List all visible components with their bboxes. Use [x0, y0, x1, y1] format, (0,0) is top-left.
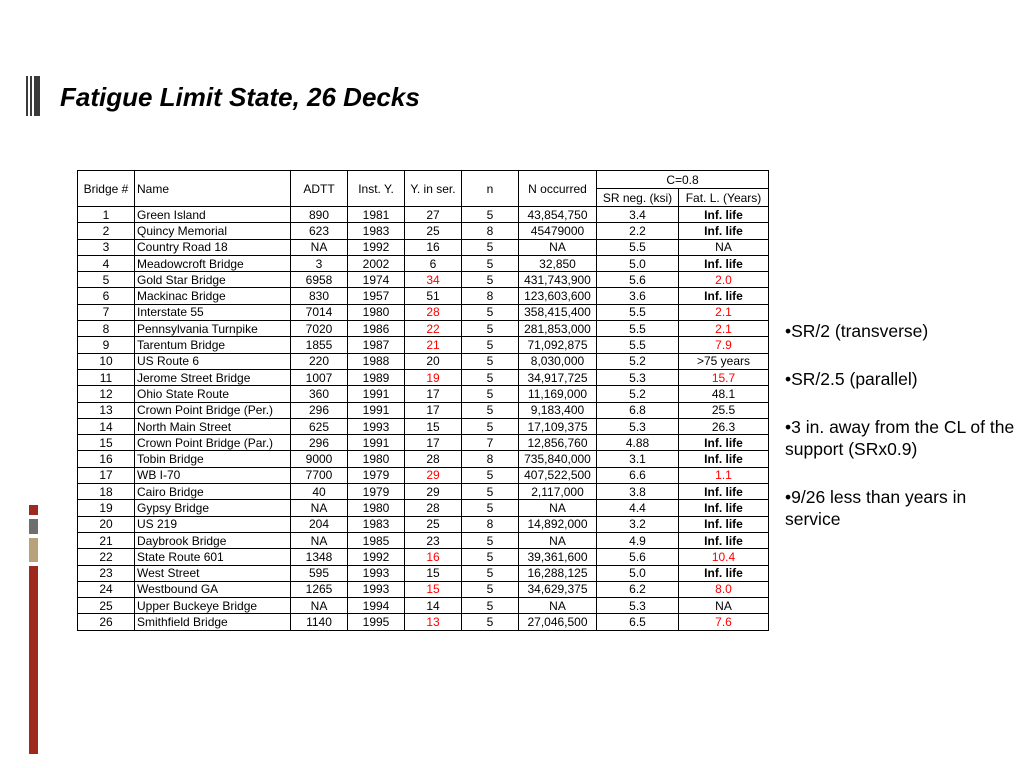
cell-name: Gold Star Bridge [135, 272, 291, 288]
cell-inst-y: 1979 [348, 484, 405, 500]
cell-fat-life: Inf. life [679, 500, 769, 516]
table-row [78, 239, 769, 255]
cell-sr-neg: 5.6 [597, 272, 679, 288]
header-fat-l: Fat. L. (Years) [679, 189, 769, 207]
decorative-bar-gray [29, 519, 38, 534]
cell-adtt: 7014 [291, 304, 348, 320]
cell-bridge-no: 20 [78, 516, 135, 532]
cell-fat-life: Inf. life [679, 451, 769, 467]
note-item: •3 in. away from the CL of the support (SRx0.9) [785, 417, 1015, 459]
cell-name: Country Road 18 [135, 239, 291, 255]
cell-y-in-ser: 51 [405, 288, 462, 304]
cell-sr-neg: 3.4 [597, 207, 679, 223]
cell-inst-y: 1987 [348, 337, 405, 353]
cell-name: Crown Point Bridge (Per.) [135, 402, 291, 418]
cell-sr-neg: 5.5 [597, 239, 679, 255]
cell-name: Jerome Street Bridge [135, 369, 291, 385]
cell-n-occurred: 27,046,500 [519, 614, 597, 630]
cell-fat-life: Inf. life [679, 484, 769, 500]
cell-y-in-ser: 27 [405, 207, 462, 223]
header-y-in-ser: Y. in ser. [405, 171, 462, 207]
table-row [78, 451, 769, 467]
cell-bridge-no: 16 [78, 451, 135, 467]
cell-name: US Route 6 [135, 353, 291, 369]
cell-n: 5 [462, 532, 519, 548]
cell-adtt: 623 [291, 223, 348, 239]
cell-inst-y: 2002 [348, 255, 405, 271]
cell-name: Mackinac Bridge [135, 288, 291, 304]
header-inst-y: Inst. Y. [348, 171, 405, 207]
cell-n: 5 [462, 386, 519, 402]
cell-sr-neg: 3.6 [597, 288, 679, 304]
cell-bridge-no: 14 [78, 418, 135, 434]
cell-adtt: 360 [291, 386, 348, 402]
cell-name: State Route 601 [135, 549, 291, 565]
cell-y-in-ser: 6 [405, 255, 462, 271]
cell-y-in-ser: 21 [405, 337, 462, 353]
cell-sr-neg: 5.0 [597, 255, 679, 271]
cell-adtt: 9000 [291, 451, 348, 467]
note-item: •SR/2.5 (parallel) [785, 369, 918, 389]
header-bridge-no: Bridge # [78, 171, 135, 207]
cell-n-occurred: 16,288,125 [519, 565, 597, 581]
cell-sr-neg: 4.4 [597, 500, 679, 516]
cell-fat-life: Inf. life [679, 223, 769, 239]
cell-n-occurred: 2,117,000 [519, 484, 597, 500]
cell-n-occurred: NA [519, 239, 597, 255]
cell-n: 5 [462, 467, 519, 483]
cell-n-occurred: 34,629,375 [519, 581, 597, 597]
cell-bridge-no: 13 [78, 402, 135, 418]
cell-sr-neg: 4.88 [597, 435, 679, 451]
cell-inst-y: 1993 [348, 565, 405, 581]
cell-n-occurred: 14,892,000 [519, 516, 597, 532]
header-name: Name [135, 171, 291, 207]
cell-y-in-ser: 22 [405, 321, 462, 337]
table-row [78, 598, 769, 614]
cell-adtt: 40 [291, 484, 348, 500]
cell-inst-y: 1992 [348, 239, 405, 255]
table-row [78, 484, 769, 500]
cell-y-in-ser: 14 [405, 598, 462, 614]
title-decoration [26, 76, 40, 116]
cell-inst-y: 1957 [348, 288, 405, 304]
cell-bridge-no: 6 [78, 288, 135, 304]
cell-inst-y: 1989 [348, 369, 405, 385]
cell-bridge-no: 10 [78, 353, 135, 369]
cell-inst-y: 1993 [348, 581, 405, 597]
cell-inst-y: 1993 [348, 418, 405, 434]
cell-n: 5 [462, 402, 519, 418]
cell-adtt: 296 [291, 435, 348, 451]
table-row [78, 321, 769, 337]
cell-n: 5 [462, 484, 519, 500]
cell-n: 5 [462, 239, 519, 255]
cell-bridge-no: 18 [78, 484, 135, 500]
cell-name: West Street [135, 565, 291, 581]
cell-n-occurred: 281,853,000 [519, 321, 597, 337]
cell-fat-life: 48.1 [679, 386, 769, 402]
cell-sr-neg: 5.2 [597, 353, 679, 369]
table-row [78, 418, 769, 434]
cell-n: 5 [462, 369, 519, 385]
cell-adtt: 1348 [291, 549, 348, 565]
cell-fat-life: Inf. life [679, 255, 769, 271]
cell-bridge-no: 17 [78, 467, 135, 483]
table-row [78, 516, 769, 532]
cell-bridge-no: 21 [78, 532, 135, 548]
cell-adtt: 3 [291, 255, 348, 271]
cell-adtt: 220 [291, 353, 348, 369]
table-row [78, 304, 769, 320]
cell-sr-neg: 3.2 [597, 516, 679, 532]
cell-n: 5 [462, 614, 519, 630]
cell-n: 5 [462, 255, 519, 271]
cell-bridge-no: 7 [78, 304, 135, 320]
cell-bridge-no: 26 [78, 614, 135, 630]
cell-y-in-ser: 28 [405, 500, 462, 516]
cell-adtt: 204 [291, 516, 348, 532]
decorative-bar-red [29, 566, 38, 754]
cell-n: 5 [462, 272, 519, 288]
table-row [78, 549, 769, 565]
cell-sr-neg: 5.2 [597, 386, 679, 402]
cell-n-occurred: 735,840,000 [519, 451, 597, 467]
cell-y-in-ser: 23 [405, 532, 462, 548]
cell-sr-neg: 4.9 [597, 532, 679, 548]
cell-name: Gypsy Bridge [135, 500, 291, 516]
table-row [78, 467, 769, 483]
cell-adtt: NA [291, 500, 348, 516]
cell-inst-y: 1986 [348, 321, 405, 337]
cell-n: 8 [462, 288, 519, 304]
cell-bridge-no: 19 [78, 500, 135, 516]
cell-y-in-ser: 29 [405, 467, 462, 483]
cell-inst-y: 1991 [348, 435, 405, 451]
table-row [78, 614, 769, 630]
cell-y-in-ser: 20 [405, 353, 462, 369]
cell-inst-y: 1994 [348, 598, 405, 614]
cell-y-in-ser: 28 [405, 451, 462, 467]
cell-bridge-no: 23 [78, 565, 135, 581]
cell-inst-y: 1995 [348, 614, 405, 630]
cell-n-occurred: 8,030,000 [519, 353, 597, 369]
table-row [78, 402, 769, 418]
cell-name: Quincy Memorial [135, 223, 291, 239]
header-n-occurred: N occurred [519, 171, 597, 207]
cell-n-occurred: NA [519, 598, 597, 614]
page-title: Fatigue Limit State, 26 Decks [60, 82, 420, 112]
cell-fat-life: 2.1 [679, 304, 769, 320]
cell-name: Ohio State Route [135, 386, 291, 402]
table-row [78, 207, 769, 223]
cell-adtt: 1140 [291, 614, 348, 630]
cell-n-occurred: 32,850 [519, 255, 597, 271]
cell-inst-y: 1991 [348, 386, 405, 402]
cell-y-in-ser: 25 [405, 223, 462, 239]
cell-name: Upper Buckeye Bridge [135, 598, 291, 614]
cell-inst-y: 1988 [348, 353, 405, 369]
cell-y-in-ser: 34 [405, 272, 462, 288]
cell-n: 5 [462, 549, 519, 565]
cell-bridge-no: 5 [78, 272, 135, 288]
cell-name: Green Island [135, 207, 291, 223]
cell-fat-life: 7.6 [679, 614, 769, 630]
cell-sr-neg: 5.3 [597, 598, 679, 614]
cell-sr-neg: 5.5 [597, 304, 679, 320]
cell-adtt: 1007 [291, 369, 348, 385]
cell-adtt: 830 [291, 288, 348, 304]
cell-y-in-ser: 15 [405, 565, 462, 581]
table-row [78, 581, 769, 597]
header-group-c: C=0.8 [597, 171, 769, 189]
cell-n: 8 [462, 223, 519, 239]
cell-y-in-ser: 16 [405, 549, 462, 565]
cell-sr-neg: 5.3 [597, 418, 679, 434]
cell-adtt: 595 [291, 565, 348, 581]
cell-n-occurred: NA [519, 500, 597, 516]
cell-n: 8 [462, 516, 519, 532]
cell-n: 5 [462, 500, 519, 516]
cell-fat-life: NA [679, 598, 769, 614]
cell-inst-y: 1980 [348, 451, 405, 467]
cell-n-occurred: 407,522,500 [519, 467, 597, 483]
cell-name: Pennsylvania Turnpike [135, 321, 291, 337]
cell-bridge-no: 24 [78, 581, 135, 597]
cell-fat-life: NA [679, 239, 769, 255]
cell-n: 5 [462, 581, 519, 597]
cell-adtt: 296 [291, 402, 348, 418]
cell-name: WB I-70 [135, 467, 291, 483]
cell-fat-life: 26.3 [679, 418, 769, 434]
cell-n: 8 [462, 451, 519, 467]
cell-y-in-ser: 17 [405, 386, 462, 402]
cell-n-occurred: 123,603,600 [519, 288, 597, 304]
cell-y-in-ser: 29 [405, 484, 462, 500]
cell-bridge-no: 22 [78, 549, 135, 565]
table-row [78, 369, 769, 385]
cell-name: Smithfield Bridge [135, 614, 291, 630]
header-n: n [462, 171, 519, 207]
cell-n: 5 [462, 321, 519, 337]
cell-adtt: NA [291, 598, 348, 614]
cell-fat-life: 1.1 [679, 467, 769, 483]
cell-adtt: 890 [291, 207, 348, 223]
cell-inst-y: 1974 [348, 272, 405, 288]
table-row [78, 500, 769, 516]
cell-n-occurred: 43,854,750 [519, 207, 597, 223]
cell-n: 5 [462, 207, 519, 223]
cell-fat-life: Inf. life [679, 207, 769, 223]
cell-n: 7 [462, 435, 519, 451]
cell-fat-life: 2.1 [679, 321, 769, 337]
cell-fat-life: Inf. life [679, 435, 769, 451]
cell-adtt: NA [291, 532, 348, 548]
table-row [78, 223, 769, 239]
cell-adtt: NA [291, 239, 348, 255]
cell-n: 5 [462, 565, 519, 581]
cell-n-occurred: NA [519, 532, 597, 548]
cell-inst-y: 1985 [348, 532, 405, 548]
decorative-bar-tan [29, 538, 38, 562]
cell-name: Tobin Bridge [135, 451, 291, 467]
table-row [78, 565, 769, 581]
cell-y-in-ser: 17 [405, 435, 462, 451]
cell-name: US 219 [135, 516, 291, 532]
note-item: •SR/2 (transverse) [785, 321, 929, 341]
cell-n-occurred: 12,856,760 [519, 435, 597, 451]
cell-y-in-ser: 15 [405, 418, 462, 434]
cell-n-occurred: 9,183,400 [519, 402, 597, 418]
cell-n-occurred: 431,743,900 [519, 272, 597, 288]
cell-adtt: 7020 [291, 321, 348, 337]
cell-name: Interstate 55 [135, 304, 291, 320]
cell-y-in-ser: 25 [405, 516, 462, 532]
cell-fat-life: Inf. life [679, 516, 769, 532]
cell-y-in-ser: 17 [405, 402, 462, 418]
cell-name: Cairo Bridge [135, 484, 291, 500]
cell-adtt: 6958 [291, 272, 348, 288]
cell-fat-life: Inf. life [679, 565, 769, 581]
cell-bridge-no: 12 [78, 386, 135, 402]
cell-n: 5 [462, 418, 519, 434]
cell-y-in-ser: 28 [405, 304, 462, 320]
cell-inst-y: 1992 [348, 549, 405, 565]
cell-bridge-no: 2 [78, 223, 135, 239]
table-row [78, 532, 769, 548]
cell-fat-life: Inf. life [679, 288, 769, 304]
cell-sr-neg: 3.8 [597, 484, 679, 500]
cell-bridge-no: 8 [78, 321, 135, 337]
cell-sr-neg: 5.5 [597, 337, 679, 353]
cell-name: Crown Point Bridge (Par.) [135, 435, 291, 451]
table-row [78, 435, 769, 451]
cell-sr-neg: 6.8 [597, 402, 679, 418]
table-row [78, 255, 769, 271]
cell-sr-neg: 6.2 [597, 581, 679, 597]
cell-n-occurred: 358,415,400 [519, 304, 597, 320]
cell-adtt: 1265 [291, 581, 348, 597]
cell-name: North Main Street [135, 418, 291, 434]
cell-bridge-no: 25 [78, 598, 135, 614]
cell-bridge-no: 15 [78, 435, 135, 451]
cell-sr-neg: 2.2 [597, 223, 679, 239]
cell-inst-y: 1980 [348, 500, 405, 516]
cell-inst-y: 1979 [348, 467, 405, 483]
cell-adtt: 625 [291, 418, 348, 434]
cell-inst-y: 1983 [348, 223, 405, 239]
cell-bridge-no: 9 [78, 337, 135, 353]
cell-fat-life: 15.7 [679, 369, 769, 385]
cell-sr-neg: 5.3 [597, 369, 679, 385]
table-row [78, 337, 769, 353]
decorative-bar-red-top [29, 505, 38, 515]
cell-n-occurred: 45479000 [519, 223, 597, 239]
table-row [78, 272, 769, 288]
cell-name: Meadowcroft Bridge [135, 255, 291, 271]
cell-sr-neg: 5.0 [597, 565, 679, 581]
header-adtt: ADTT [291, 171, 348, 207]
cell-fat-life: 7.9 [679, 337, 769, 353]
cell-n: 5 [462, 304, 519, 320]
table-row [78, 386, 769, 402]
cell-inst-y: 1983 [348, 516, 405, 532]
cell-adtt: 7700 [291, 467, 348, 483]
cell-n: 5 [462, 337, 519, 353]
cell-fat-life: 2.0 [679, 272, 769, 288]
cell-n-occurred: 17,109,375 [519, 418, 597, 434]
cell-n-occurred: 71,092,875 [519, 337, 597, 353]
cell-bridge-no: 1 [78, 207, 135, 223]
cell-inst-y: 1980 [348, 304, 405, 320]
cell-n-occurred: 34,917,725 [519, 369, 597, 385]
cell-fat-life: 10.4 [679, 549, 769, 565]
cell-n-occurred: 11,169,000 [519, 386, 597, 402]
table-row [78, 353, 769, 369]
header-sr-neg: SR neg. (ksi) [597, 189, 679, 207]
cell-name: Daybrook Bridge [135, 532, 291, 548]
cell-name: Westbound GA [135, 581, 291, 597]
cell-n: 5 [462, 353, 519, 369]
cell-inst-y: 1981 [348, 207, 405, 223]
cell-fat-life: Inf. life [679, 532, 769, 548]
cell-sr-neg: 6.6 [597, 467, 679, 483]
cell-name: Tarentum Bridge [135, 337, 291, 353]
cell-sr-neg: 5.6 [597, 549, 679, 565]
cell-y-in-ser: 19 [405, 369, 462, 385]
table-row [78, 288, 769, 304]
cell-bridge-no: 4 [78, 255, 135, 271]
cell-sr-neg: 5.5 [597, 321, 679, 337]
cell-fat-life: 25.5 [679, 402, 769, 418]
cell-bridge-no: 3 [78, 239, 135, 255]
cell-fat-life: 8.0 [679, 581, 769, 597]
cell-adtt: 1855 [291, 337, 348, 353]
cell-bridge-no: 11 [78, 369, 135, 385]
note-item: •9/26 less than years in service [785, 487, 967, 529]
cell-n-occurred: 39,361,600 [519, 549, 597, 565]
fatigue-table [77, 170, 769, 631]
cell-y-in-ser: 16 [405, 239, 462, 255]
cell-n: 5 [462, 598, 519, 614]
cell-y-in-ser: 13 [405, 614, 462, 630]
notes-list [785, 320, 1020, 556]
cell-inst-y: 1991 [348, 402, 405, 418]
cell-sr-neg: 3.1 [597, 451, 679, 467]
cell-fat-life: >75 years [679, 353, 769, 369]
cell-sr-neg: 6.5 [597, 614, 679, 630]
cell-y-in-ser: 15 [405, 581, 462, 597]
